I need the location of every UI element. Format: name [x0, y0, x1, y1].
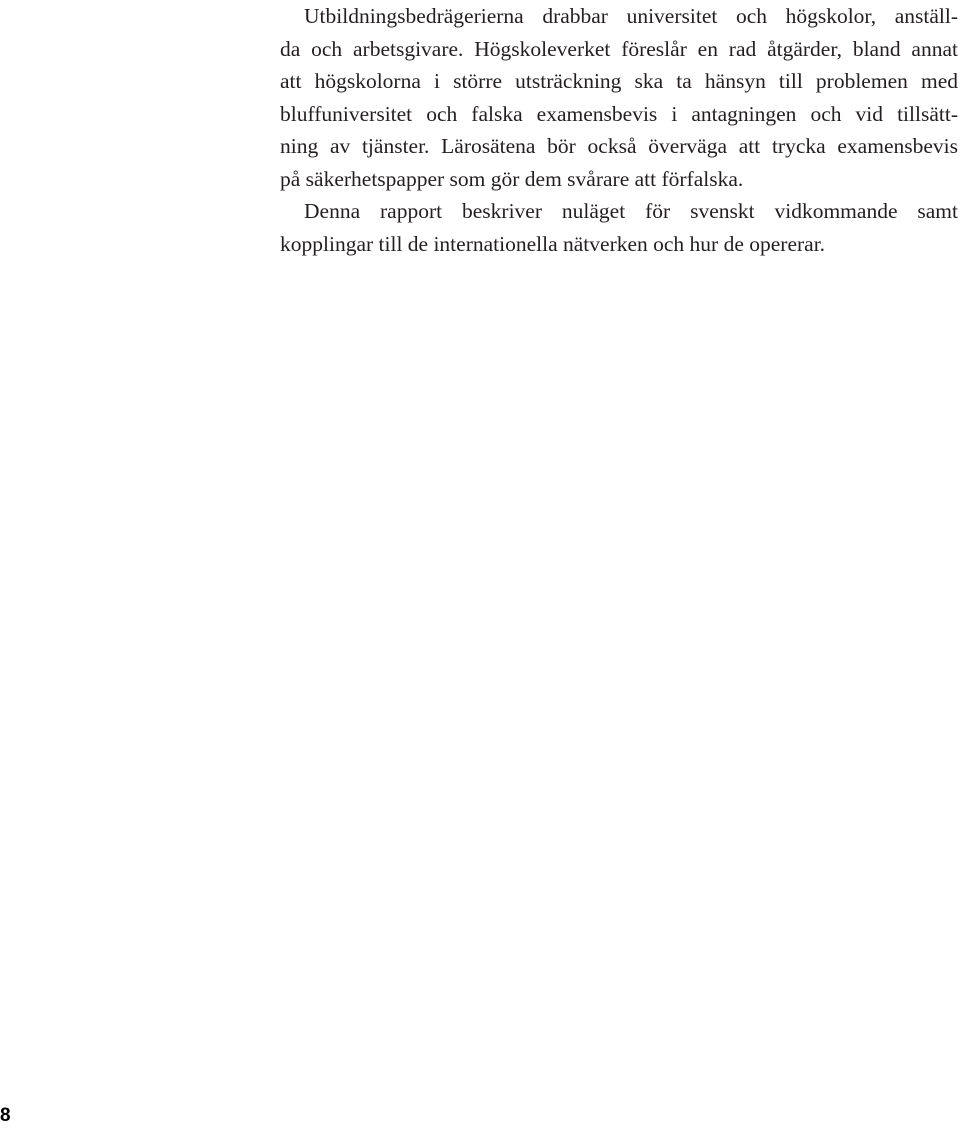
text-line: på säkerhetspapper som gör dem svårare att förfalska. — [280, 166, 744, 191]
text-line: Utbildningsbedrägerierna drabbar universitet och högskolor, anställ- — [304, 4, 958, 28]
text-line: kopplingar till de internationella nätverken och hur de opererar. — [280, 231, 826, 256]
text-line: att högskolorna i större utsträckning ska ta hänsyn till problemen med — [280, 69, 958, 93]
paragraph-2 — [280, 195, 958, 260]
page-number: 8 — [0, 1105, 11, 1126]
text-line: da och arbetsgivare. Högskoleverket föreslår en rad åtgärder, bland annat — [280, 36, 958, 61]
text-line: bluffuniversitet och falska examensbevis i antagningen och vid tillsätt- — [280, 101, 958, 126]
body-text — [280, 0, 958, 260]
text-line: ning av tjänster. Lärosätena bör också överväga att trycka examensbevis — [280, 134, 958, 158]
paragraph-1 — [280, 0, 958, 195]
text-line: Denna rapport beskriver nuläget för svenskt vidkommande samt — [304, 199, 958, 223]
